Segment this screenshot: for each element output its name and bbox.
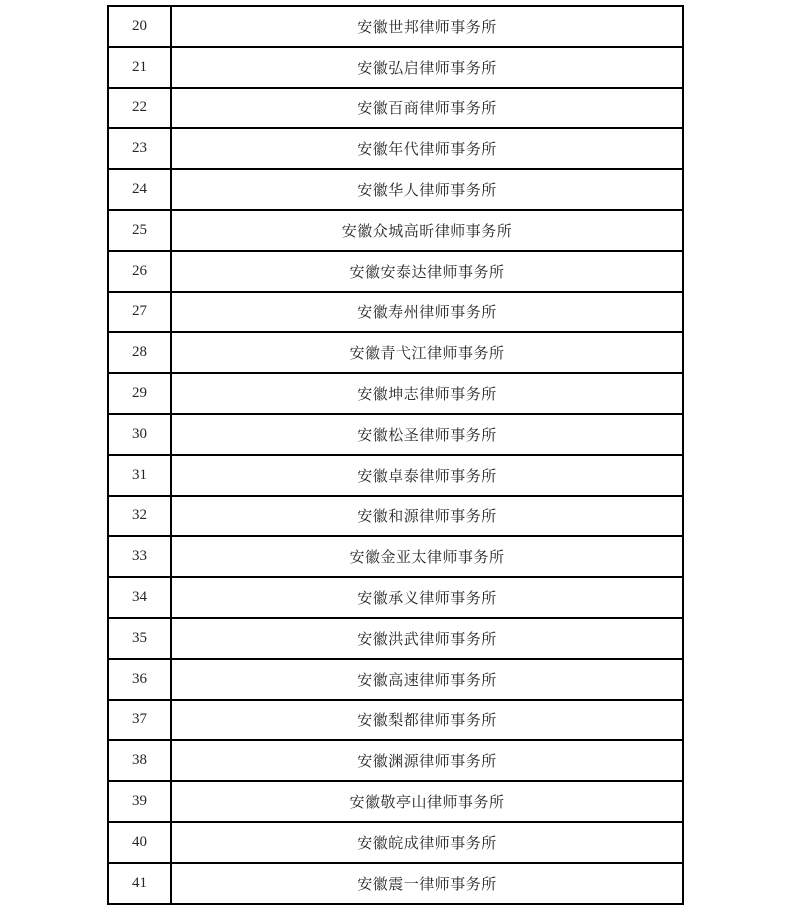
- row-index-cell: 30: [108, 414, 171, 455]
- firm-name-cell: 安徽承义律师事务所: [171, 577, 683, 618]
- table-row: [108, 47, 683, 88]
- table-row: [108, 210, 683, 251]
- row-index-cell: 34: [108, 577, 171, 618]
- firm-name-cell: 安徽梨都律师事务所: [171, 700, 683, 741]
- row-index-cell: 32: [108, 496, 171, 537]
- firm-name-cell: 安徽年代律师事务所: [171, 128, 683, 169]
- table-row: [108, 781, 683, 822]
- table-row: [108, 700, 683, 741]
- row-index-cell: 22: [108, 88, 171, 129]
- row-index-cell: 40: [108, 822, 171, 863]
- table-row: [108, 88, 683, 129]
- row-index-cell: 27: [108, 292, 171, 333]
- firm-name-cell: 安徽敬亭山律师事务所: [171, 781, 683, 822]
- table-row: [108, 618, 683, 659]
- firm-name-cell: 安徽金亚太律师事务所: [171, 536, 683, 577]
- firm-name-cell: 安徽安泰达律师事务所: [171, 251, 683, 292]
- firm-name-cell: 安徽洪武律师事务所: [171, 618, 683, 659]
- row-index-cell: 26: [108, 251, 171, 292]
- row-index-cell: 31: [108, 455, 171, 496]
- row-index-cell: 29: [108, 373, 171, 414]
- table-row: [108, 128, 683, 169]
- firm-name-cell: 安徽众城高昕律师事务所: [171, 210, 683, 251]
- row-index-cell: 20: [108, 6, 171, 47]
- row-index-cell: 38: [108, 740, 171, 781]
- table-row: [108, 414, 683, 455]
- firm-name-cell: 安徽高速律师事务所: [171, 659, 683, 700]
- row-index-cell: 35: [108, 618, 171, 659]
- row-index-cell: 28: [108, 332, 171, 373]
- firm-name-cell: 安徽渊源律师事务所: [171, 740, 683, 781]
- firm-name-cell: 安徽震一律师事务所: [171, 863, 683, 904]
- table-row: [108, 496, 683, 537]
- table-row: [108, 577, 683, 618]
- law-firms-table: [107, 5, 684, 905]
- row-index-cell: 24: [108, 169, 171, 210]
- firm-name-cell: 安徽华人律师事务所: [171, 169, 683, 210]
- firm-name-cell: 安徽寿州律师事务所: [171, 292, 683, 333]
- table-row: [108, 6, 683, 47]
- row-index-cell: 25: [108, 210, 171, 251]
- table-row: [108, 169, 683, 210]
- firm-name-cell: 安徽青弋江律师事务所: [171, 332, 683, 373]
- table-row: [108, 659, 683, 700]
- firm-name-cell: 安徽世邦律师事务所: [171, 6, 683, 47]
- firm-name-cell: 安徽弘启律师事务所: [171, 47, 683, 88]
- table-row: [108, 373, 683, 414]
- row-index-cell: 39: [108, 781, 171, 822]
- table-row: [108, 863, 683, 904]
- table-row: [108, 740, 683, 781]
- firm-name-cell: 安徽坤志律师事务所: [171, 373, 683, 414]
- row-index-cell: 36: [108, 659, 171, 700]
- row-index-cell: 37: [108, 700, 171, 741]
- table-row: [108, 822, 683, 863]
- row-index-cell: 41: [108, 863, 171, 904]
- firm-name-cell: 安徽皖成律师事务所: [171, 822, 683, 863]
- firm-name-cell: 安徽和源律师事务所: [171, 496, 683, 537]
- row-index-cell: 33: [108, 536, 171, 577]
- table-row: [108, 536, 683, 577]
- row-index-cell: 21: [108, 47, 171, 88]
- row-index-cell: 23: [108, 128, 171, 169]
- firm-name-cell: 安徽卓泰律师事务所: [171, 455, 683, 496]
- table-row: [108, 251, 683, 292]
- table-row: [108, 332, 683, 373]
- law-firms-table-body: [108, 6, 683, 904]
- firm-name-cell: 安徽百商律师事务所: [171, 88, 683, 129]
- table-row: [108, 455, 683, 496]
- table-row: [108, 292, 683, 333]
- firm-name-cell: 安徽松圣律师事务所: [171, 414, 683, 455]
